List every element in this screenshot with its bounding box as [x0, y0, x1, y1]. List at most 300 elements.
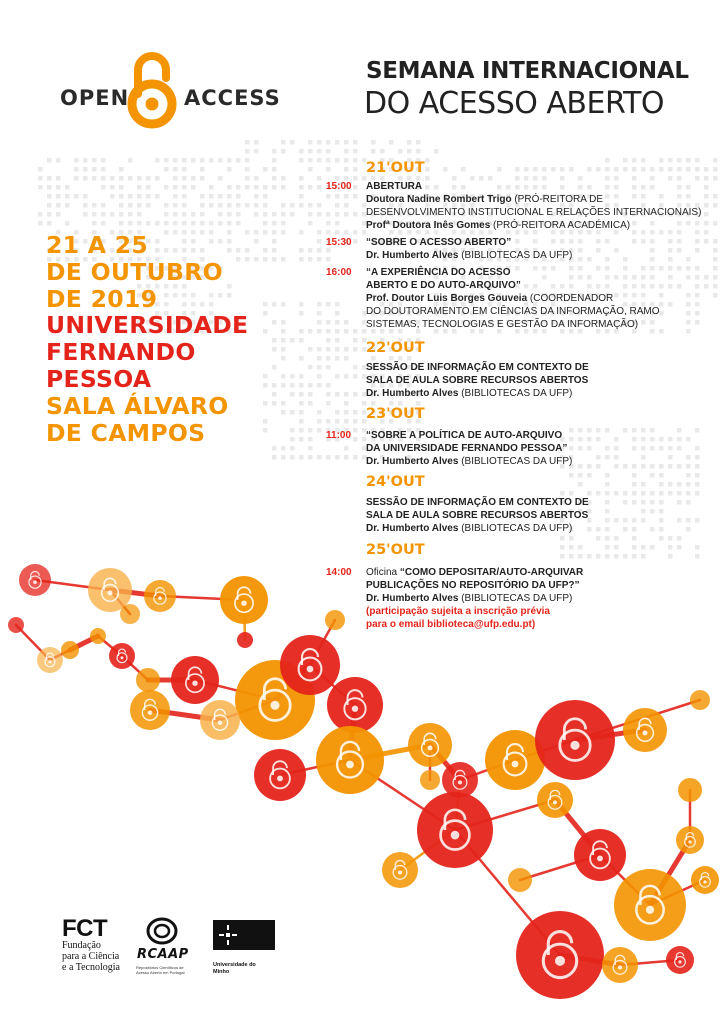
- map-dot: [209, 194, 214, 199]
- map-dot: [695, 275, 700, 280]
- rcaap-name: RCAAP: [137, 947, 189, 962]
- map-dot: [317, 311, 322, 316]
- map-dot: [452, 176, 457, 181]
- map-dot: [632, 527, 637, 532]
- map-dot: [605, 194, 610, 199]
- session-title: “SOBRE A POLÍTICA DE AUTO-ARQUIVO: [366, 430, 563, 441]
- map-dot: [704, 275, 709, 280]
- map-dot: [263, 419, 268, 424]
- molecule-node: [254, 749, 306, 801]
- molecule-node: [417, 792, 493, 868]
- venue-line-3: PESSOA: [46, 364, 152, 393]
- map-dot: [668, 248, 673, 253]
- map-dot: [704, 230, 709, 235]
- map-dot: [569, 446, 574, 451]
- map-dot: [191, 185, 196, 190]
- map-dot: [272, 239, 277, 244]
- map-dot: [281, 338, 286, 343]
- session-title: SESSÃO DE INFORMAÇÃO EM CONTEXTO DE: [366, 362, 589, 373]
- molecule-node: [537, 782, 573, 818]
- map-dot: [641, 293, 646, 298]
- map-dot: [263, 221, 268, 226]
- map-dot: [101, 212, 106, 217]
- map-dot: [101, 167, 106, 172]
- map-dot: [713, 293, 718, 298]
- map-dot: [641, 428, 646, 433]
- map-dot: [137, 194, 142, 199]
- map-dot: [326, 338, 331, 343]
- map-dot: [326, 455, 331, 460]
- map-dot: [335, 347, 340, 352]
- map-dot: [344, 410, 349, 415]
- map-dot: [650, 446, 655, 451]
- map-dot: [416, 401, 421, 406]
- map-dot: [560, 167, 565, 172]
- map-dot: [425, 167, 430, 172]
- map-dot: [272, 455, 277, 460]
- map-dot: [317, 320, 322, 325]
- event-month: DE OUTUBRO: [46, 257, 223, 286]
- map-dot: [317, 149, 322, 154]
- map-dot: [605, 518, 610, 523]
- map-dot: [272, 365, 277, 370]
- map-dot: [650, 491, 655, 496]
- map-dot: [344, 320, 349, 325]
- map-dot: [623, 158, 628, 163]
- map-dot: [272, 167, 277, 172]
- map-dot: [299, 329, 304, 334]
- map-dot: [308, 248, 313, 253]
- map-dot: [695, 266, 700, 271]
- map-dot: [344, 167, 349, 172]
- map-dot: [200, 167, 205, 172]
- map-dot: [605, 482, 610, 487]
- map-dot: [650, 527, 655, 532]
- map-dot: [632, 176, 637, 181]
- speaker-role-cont: SISTEMAS, TECNOLOGIAS E GESTÃO DA INFORMAÇÃO): [366, 319, 639, 330]
- map-dot: [677, 230, 682, 235]
- uminho-name: [213, 962, 256, 976]
- map-dot: [569, 239, 574, 244]
- map-dot: [335, 455, 340, 460]
- speaker-line: [366, 219, 630, 232]
- map-dot: [263, 428, 268, 433]
- map-dot: [335, 419, 340, 424]
- map-dot: [353, 158, 358, 163]
- uminho-line: Universidade do: [213, 962, 256, 968]
- map-dot: [308, 401, 313, 406]
- map-dot: [353, 185, 358, 190]
- map-dot: [173, 212, 178, 217]
- map-dot: [632, 428, 637, 433]
- map-dot: [74, 194, 79, 199]
- event-dates: 21 A 25: [46, 231, 149, 259]
- map-dot: [632, 185, 637, 190]
- speaker-name: Dr. Humberto Alves: [366, 593, 459, 604]
- map-dot: [173, 167, 178, 172]
- map-dot: [569, 545, 574, 550]
- map-dot: [281, 329, 286, 334]
- map-dot: [605, 167, 610, 172]
- molecule-node: [535, 700, 615, 780]
- map-dot: [704, 176, 709, 181]
- session-title-cont: DA UNIVERSIDADE FERNANDO PESSOA”: [366, 443, 568, 454]
- map-dot: [137, 185, 142, 190]
- map-dot: [308, 329, 313, 334]
- map-dot: [353, 338, 358, 343]
- map-dot: [308, 392, 313, 397]
- map-dot: [533, 284, 538, 289]
- map-dot: [209, 185, 214, 190]
- map-dot: [200, 212, 205, 217]
- map-dot: [686, 266, 691, 271]
- map-dot: [281, 257, 286, 262]
- map-dot: [650, 320, 655, 325]
- molecule-network: [8, 564, 719, 999]
- map-dot: [542, 176, 547, 181]
- map-dot: [623, 464, 628, 469]
- molecule-node: [516, 911, 604, 999]
- map-dot: [623, 284, 628, 289]
- map-dot: [596, 527, 601, 532]
- map-dot: [308, 158, 313, 163]
- map-dot: [515, 176, 520, 181]
- map-dot: [578, 275, 583, 280]
- map-dot: [263, 401, 268, 406]
- map-dot: [587, 284, 592, 289]
- map-dot: [218, 212, 223, 217]
- map-dot: [713, 248, 718, 253]
- map-dot: [119, 167, 124, 172]
- map-dot: [317, 212, 322, 217]
- speaker-name: Dr. Humberto Alves: [366, 523, 459, 534]
- map-dot: [641, 239, 646, 244]
- map-dot: [308, 221, 313, 226]
- map-dot: [650, 185, 655, 190]
- map-dot: [497, 167, 502, 172]
- map-dot: [623, 527, 628, 532]
- map-dot: [623, 491, 628, 496]
- molecule-node: [327, 677, 383, 733]
- map-dot: [83, 176, 88, 181]
- map-dot: [290, 212, 295, 217]
- map-dot: [200, 176, 205, 181]
- speaker-role: (COORDENADOR: [527, 293, 614, 304]
- map-dot: [146, 203, 151, 208]
- map-dot: [461, 167, 466, 172]
- map-dot: [38, 221, 43, 226]
- session-title-cont: PUBLICAÇÕES NO REPOSITÓRIO DA UFP?”: [366, 580, 580, 591]
- map-dot: [686, 518, 691, 523]
- map-dot: [326, 320, 331, 325]
- map-dot: [695, 545, 700, 550]
- map-dot: [587, 437, 592, 442]
- map-dot: [326, 329, 331, 334]
- map-dot: [398, 356, 403, 361]
- map-dot: [335, 356, 340, 361]
- map-dot: [443, 167, 448, 172]
- map-dot: [272, 248, 277, 253]
- map-dot: [677, 464, 682, 469]
- session-title-cont: ABERTO E DO AUTO-ARQUIVO”: [366, 280, 521, 291]
- map-dot: [290, 383, 295, 388]
- open-logo-word: OPEN: [60, 86, 130, 110]
- map-dot: [119, 212, 124, 217]
- map-dot: [254, 203, 259, 208]
- map-dot: [281, 230, 286, 235]
- map-dot: [272, 230, 277, 235]
- map-dot: [173, 203, 178, 208]
- map-dot: [704, 221, 709, 226]
- map-dot: [245, 149, 250, 154]
- map-dot: [263, 302, 268, 307]
- map-dot: [632, 230, 637, 235]
- map-dot: [614, 293, 619, 298]
- map-dot: [668, 167, 673, 172]
- map-dot: [695, 482, 700, 487]
- map-dot: [191, 158, 196, 163]
- map-dot: [272, 446, 277, 451]
- session-title: “A EXPERIÊNCIA DO ACESSO: [366, 267, 511, 278]
- map-dot: [353, 329, 358, 334]
- map-dot: [677, 536, 682, 541]
- map-dot: [614, 275, 619, 280]
- map-dot: [578, 446, 583, 451]
- map-dot: [326, 194, 331, 199]
- map-dot: [335, 329, 340, 334]
- map-dot: [668, 176, 673, 181]
- map-dot: [578, 464, 583, 469]
- map-dot: [605, 275, 610, 280]
- fct-name: [62, 940, 120, 973]
- speaker-line: [366, 292, 613, 305]
- map-dot: [371, 356, 376, 361]
- map-dot: [335, 320, 340, 325]
- map-dot: [137, 221, 142, 226]
- map-dot: [281, 149, 286, 154]
- map-dot: [155, 221, 160, 226]
- map-dot: [83, 158, 88, 163]
- map-dot: [308, 428, 313, 433]
- map-dot: [245, 167, 250, 172]
- map-dot: [677, 239, 682, 244]
- map-dot: [650, 464, 655, 469]
- map-dot: [569, 437, 574, 442]
- speaker-name: Prof. Doutor Luis Borges Gouveia: [366, 293, 528, 304]
- map-dot: [326, 248, 331, 253]
- molecule-node: [19, 564, 51, 596]
- speaker-role: (BIBLIOTECAS DA UFP): [458, 593, 573, 604]
- map-dot: [686, 491, 691, 496]
- time-16-00: 16:00: [326, 267, 352, 278]
- map-dot: [605, 284, 610, 289]
- map-dot: [668, 446, 673, 451]
- speaker-role: (PRÓ-REITORA DE: [511, 194, 604, 205]
- map-dot: [317, 257, 322, 262]
- map-dot: [326, 212, 331, 217]
- map-dot: [353, 347, 358, 352]
- map-dot: [515, 266, 520, 271]
- map-dot: [218, 203, 223, 208]
- map-dot: [578, 239, 583, 244]
- map-dot: [92, 221, 97, 226]
- molecule-node: [144, 580, 176, 612]
- map-dot: [605, 527, 610, 532]
- map-dot: [344, 401, 349, 406]
- map-dot: [335, 158, 340, 163]
- map-dot: [299, 194, 304, 199]
- rcaap-emblem-icon: [145, 916, 179, 946]
- map-dot: [308, 149, 313, 154]
- map-dot: [623, 518, 628, 523]
- molecule-node: [602, 947, 638, 983]
- molecule-node: [691, 866, 719, 894]
- map-dot: [353, 239, 358, 244]
- map-dot: [47, 212, 52, 217]
- map-dot: [146, 194, 151, 199]
- map-dot: [677, 491, 682, 496]
- speaker-line: [366, 455, 572, 468]
- map-dot: [686, 320, 691, 325]
- map-dot: [263, 374, 268, 379]
- map-dot: [344, 212, 349, 217]
- map-dot: [56, 203, 61, 208]
- map-dot: [353, 149, 358, 154]
- map-dot: [713, 158, 718, 163]
- map-dot: [686, 302, 691, 307]
- map-dot: [308, 383, 313, 388]
- map-dot: [587, 554, 592, 559]
- map-dot: [344, 149, 349, 154]
- map-dot: [110, 194, 115, 199]
- map-dot: [569, 473, 574, 478]
- map-dot: [317, 329, 322, 334]
- map-dot: [236, 194, 241, 199]
- speaker-name: Profª Doutora Inês Gomes: [366, 220, 491, 231]
- speaker-name: Dr. Humberto Alves: [366, 456, 459, 467]
- molecule-node: [382, 852, 418, 888]
- molecule-node: [678, 778, 702, 802]
- session-type: Oficina: [366, 567, 400, 578]
- map-dot: [605, 491, 610, 496]
- map-dot: [335, 338, 340, 343]
- map-dot: [290, 392, 295, 397]
- map-dot: [272, 158, 277, 163]
- map-dot: [587, 527, 592, 532]
- day-24-heading: 24'OUT: [366, 474, 425, 490]
- map-dot: [74, 167, 79, 172]
- map-dot: [596, 239, 601, 244]
- map-dot: [686, 275, 691, 280]
- map-dot: [632, 275, 637, 280]
- map-dot: [317, 419, 322, 424]
- map-dot: [605, 257, 610, 262]
- map-dot: [245, 158, 250, 163]
- map-dot: [272, 212, 277, 217]
- map-dot: [281, 401, 286, 406]
- map-dot: [344, 194, 349, 199]
- map-dot: [479, 176, 484, 181]
- map-dot: [542, 185, 547, 190]
- molecule-node: [200, 700, 240, 740]
- map-dot: [578, 482, 583, 487]
- map-dot: [281, 356, 286, 361]
- uminho-line: Minho: [213, 969, 230, 975]
- map-dot: [344, 455, 349, 460]
- map-dot: [308, 455, 313, 460]
- map-dot: [299, 383, 304, 388]
- map-dot: [677, 446, 682, 451]
- map-dot: [542, 275, 547, 280]
- map-dot: [560, 554, 565, 559]
- map-dot: [641, 266, 646, 271]
- molecule-node: [120, 604, 140, 624]
- map-dot: [335, 176, 340, 181]
- map-dot: [281, 410, 286, 415]
- map-dot: [326, 167, 331, 172]
- map-dot: [641, 185, 646, 190]
- map-dot: [236, 158, 241, 163]
- map-dot: [587, 464, 592, 469]
- room-line-2: DE CAMPOS: [46, 418, 206, 447]
- map-dot: [695, 176, 700, 181]
- map-dot: [659, 491, 664, 496]
- map-dot: [668, 239, 673, 244]
- map-dot: [587, 473, 592, 478]
- map-dot: [677, 158, 682, 163]
- speaker-line: [366, 387, 572, 400]
- map-dot: [209, 158, 214, 163]
- map-dot: [272, 392, 277, 397]
- map-dot: [659, 167, 664, 172]
- map-dot: [308, 257, 313, 262]
- map-dot: [128, 158, 133, 163]
- map-dot: [425, 185, 430, 190]
- map-dot: [650, 428, 655, 433]
- speaker-name: Dr. Humberto Alves: [366, 388, 459, 399]
- map-dot: [47, 176, 52, 181]
- map-dot: [461, 185, 466, 190]
- map-dot: [686, 185, 691, 190]
- map-dot: [65, 185, 70, 190]
- map-dot: [317, 176, 322, 181]
- map-dot: [299, 437, 304, 442]
- map-dot: [353, 194, 358, 199]
- map-dot: [353, 410, 358, 415]
- map-dot: [326, 401, 331, 406]
- map-dot: [569, 167, 574, 172]
- map-dot: [560, 185, 565, 190]
- map-dot: [263, 212, 268, 217]
- map-dot: [326, 140, 331, 145]
- map-dot: [245, 203, 250, 208]
- map-dot: [272, 257, 277, 262]
- map-dot: [200, 221, 205, 226]
- map-dot: [290, 428, 295, 433]
- molecule-node: [109, 643, 135, 669]
- map-dot: [47, 185, 52, 190]
- map-dot: [326, 302, 331, 307]
- map-dot: [326, 221, 331, 226]
- map-dot: [650, 257, 655, 262]
- map-dot: [587, 257, 592, 262]
- title-line-2: DO ACESSO ABERTO: [364, 86, 665, 121]
- map-dot: [317, 347, 322, 352]
- map-dot: [227, 194, 232, 199]
- speaker-line: [366, 193, 603, 206]
- map-dot: [290, 437, 295, 442]
- map-dot: [686, 473, 691, 478]
